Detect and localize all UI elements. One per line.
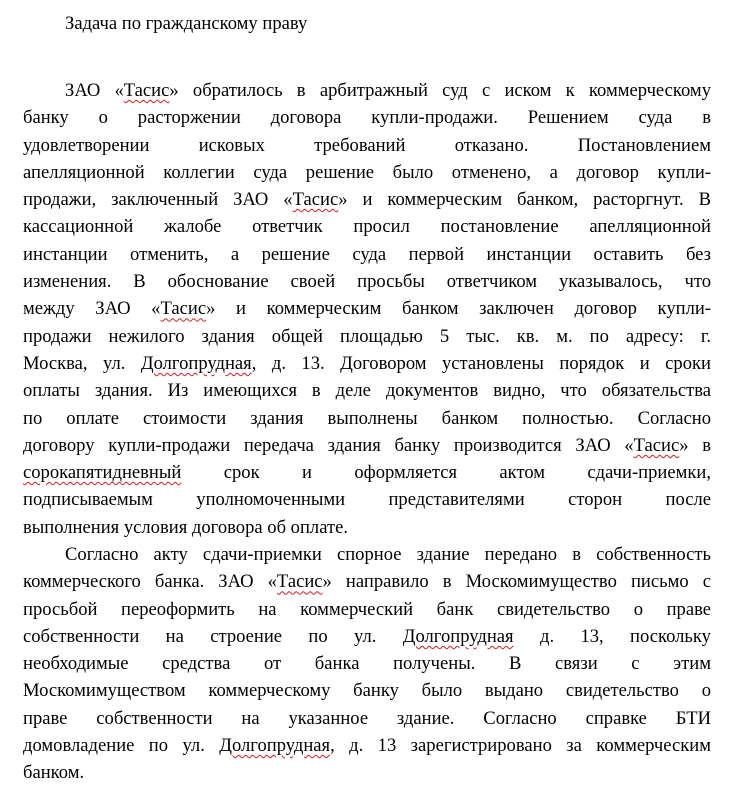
text-line: продажи, заключенный ЗАО «Тасис» и коммерческим банком, расторгнут. В — [23, 189, 711, 211]
text-line: домовладение по ул. Долгопрудная, д. 13 зарегистрировано за коммерческим — [23, 735, 712, 757]
text-line: апелляционной коллегии суда решение было отменено, а договор купли- — [23, 161, 711, 183]
text-line: сорокапятидневный срок и оформляется актом сдачи-приемки, — [23, 462, 711, 484]
paragraph-1 — [23, 77, 711, 541]
text-line: подписываемым уполномоченными представителями сторон после — [23, 489, 711, 511]
spellcheck-flagged-word: Тасис — [633, 434, 680, 456]
text-line: изменения. В обоснование своей просьбы ответчиком указывалось, что — [23, 271, 711, 293]
spellcheck-flagged-word: Тасис — [292, 189, 339, 211]
spellcheck-flagged-word: Долгопрудная — [219, 735, 331, 757]
text-line: банку о расторжении договора купли-продажи. Решением суда в — [23, 107, 711, 129]
text-line: Москва, ул. Долгопрудная, д. 13. Договором установлены порядок и сроки — [23, 352, 711, 374]
text-line: кассационной жалобе ответчик просил постановление апелляционной — [23, 216, 711, 238]
text-line: между ЗАО «Тасис» и коммерческим банком заключен договор купли- — [23, 298, 711, 320]
spellcheck-flagged-word: Долгопрудная — [140, 352, 252, 374]
spellcheck-flagged-word: Тасис — [123, 80, 170, 101]
text-line: продажи нежилого здания общей площадью 5 тыс. кв. м. по адресу: г. — [23, 325, 711, 347]
spellcheck-flagged-word: сорокапятидневный — [23, 462, 182, 484]
document-title: Задача по гражданскому праву — [65, 13, 308, 34]
text-line: ЗАО «Тасис» обратилось в арбитражный суд с иском к коммерческому — [65, 80, 711, 101]
paragraph-2 — [23, 541, 711, 787]
text-line: по оплате стоимости здания выполнены банком полностью. Согласно — [23, 407, 711, 429]
spellcheck-flagged-word: Тасис — [160, 298, 207, 320]
text-line: просьбой переоформить на коммерческий банк свидетельство о праве — [23, 598, 711, 620]
text-line: Согласно акту сдачи-приемки спорное здание передано в собственность — [65, 544, 711, 565]
text-line: выполнения условия договора об оплате. — [23, 516, 349, 538]
text-line: коммерческого банка. ЗАО «Тасис» направило в Москомимущество письмо с — [23, 571, 711, 593]
text-line: оплаты здания. Из имеющихся в деле документов видно, что обязательства — [23, 380, 711, 402]
text-line: договору купли-продажи передача здания банку производится ЗАО «Тасис» в — [23, 434, 711, 456]
text-line: удовлетворении исковых требований отказано. Постановлением — [23, 134, 711, 156]
text-line: необходимые средства от банка получены. В связи с этим — [23, 653, 711, 675]
spellcheck-flagged-word: Тасис — [276, 571, 323, 593]
text-line: банком. — [23, 762, 85, 784]
text-line: собственности на строение по ул. Долгопрудная д. 13, поскольку — [23, 625, 711, 647]
text-line: инстанции отменить, а решение суда первой инстанции оставить без — [23, 243, 711, 265]
spellcheck-flagged-word: Долгопрудная — [402, 625, 514, 647]
text-line: праве собственности на указанное здание. Согласно справке БТИ — [23, 707, 711, 729]
text-line: Москомимуществом коммерческому банку было выдано свидетельство о — [23, 680, 711, 702]
